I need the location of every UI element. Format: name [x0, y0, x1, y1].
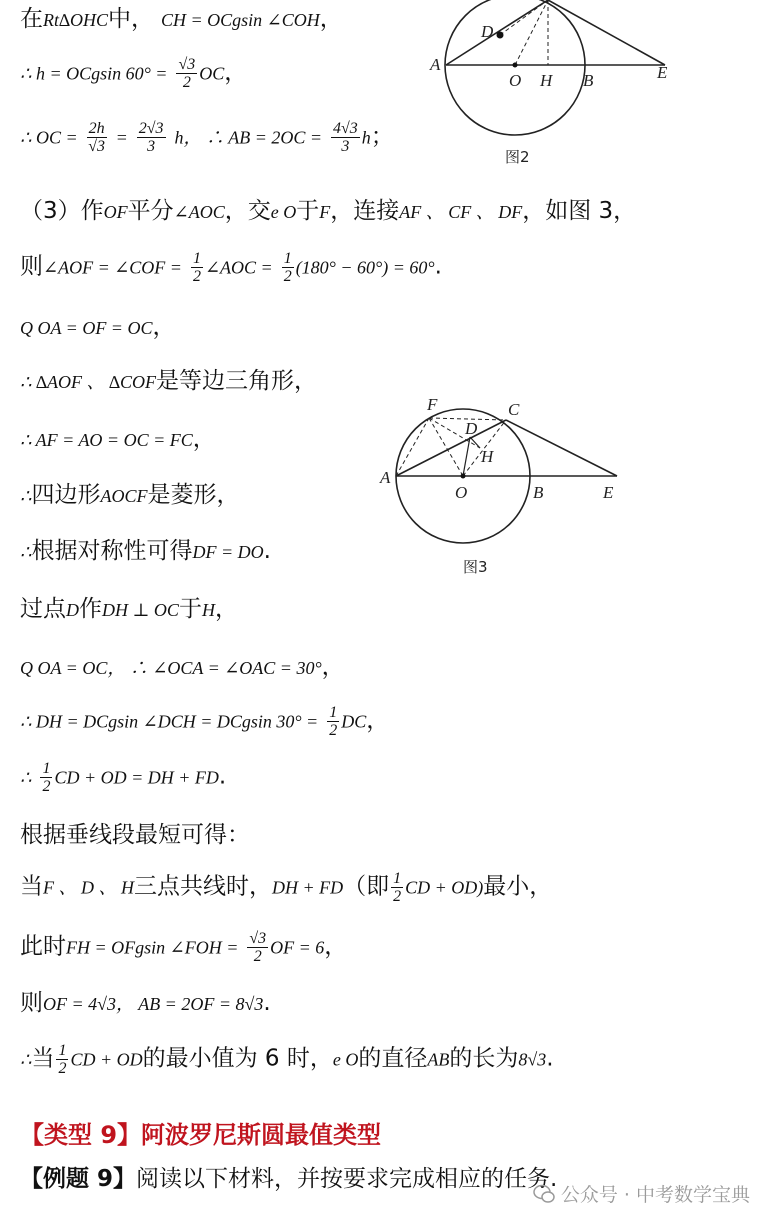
math: H	[201, 600, 215, 620]
line-1	[20, 4, 343, 35]
text: 于	[178, 596, 202, 622]
text: 此时	[20, 933, 66, 960]
fraction: $\frac{1}{2}$	[283, 250, 292, 285]
math: CD + OD	[70, 1049, 143, 1070]
text: ，	[224, 59, 248, 86]
fig2-label-d: D	[481, 22, 494, 41]
line-9	[20, 480, 239, 511]
math: OC	[199, 63, 225, 84]
fig3-label-h: H	[481, 447, 494, 466]
math: DF = DO	[192, 542, 264, 562]
fig3-label-b: B	[533, 483, 544, 502]
text: 当	[31, 1045, 55, 1072]
line-19	[20, 1042, 554, 1077]
math: CH = OCgsin ∠COH	[161, 10, 320, 30]
line-15	[20, 820, 250, 851]
text: 三点共线时，	[134, 873, 272, 900]
math: h	[361, 127, 371, 148]
text: 则	[20, 253, 43, 280]
text: ，	[324, 933, 348, 960]
example-text: 阅读以下材料，并按要求完成相应的任务.	[136, 1166, 558, 1192]
section-heading: 【类型 9】阿波罗尼斯圆最值类型	[20, 1121, 382, 1149]
fig3-label-e: E	[603, 483, 614, 502]
text: 在	[20, 6, 43, 32]
math: ∴ ∆AOF 、 ∆COF	[20, 372, 156, 392]
text: .	[263, 990, 271, 1016]
text: （3）作	[20, 198, 104, 224]
text: ，	[192, 426, 216, 452]
text: .	[218, 763, 227, 790]
math: AOCF	[100, 486, 148, 506]
figure-2	[425, 0, 685, 170]
fraction: $\frac{2h}{√3}$	[88, 120, 105, 155]
text: ，	[214, 596, 238, 622]
fig2-caption: 图2	[505, 148, 530, 166]
fraction: $\frac{1}{2}$	[192, 250, 201, 285]
line-10	[20, 536, 271, 567]
line-17	[20, 930, 347, 965]
text: 中，	[108, 6, 155, 32]
fraction: $\frac{1}{2}$	[58, 1042, 67, 1077]
math: OF = 6	[270, 937, 325, 958]
fig3-caption: 图3	[463, 558, 488, 576]
text: .	[434, 253, 442, 280]
fraction: $\frac{1}{2}$	[42, 760, 51, 795]
fraction: $\frac{2√3}{3}$	[138, 120, 164, 155]
fig3-label-d: D	[465, 419, 478, 438]
math: e O	[332, 1049, 359, 1070]
line-6	[20, 312, 175, 343]
text: ，	[152, 314, 176, 340]
math: FH = OFgsin ∠FOH =	[66, 937, 239, 958]
line-14	[20, 760, 226, 795]
fraction: $\frac{√3}{2}$	[249, 930, 267, 965]
example-line	[20, 1160, 557, 1193]
text: .	[263, 538, 271, 564]
math: DH ⊥ OC	[102, 600, 179, 620]
fig3-label-c: C	[508, 400, 520, 419]
line-12	[20, 652, 345, 683]
fraction: $\frac{1}{2}$	[393, 870, 402, 905]
text: ，交	[224, 198, 271, 224]
fraction: $\frac{1}{2}$	[329, 704, 338, 739]
math: ∴ DH = DCgsin ∠DCH = DCgsin 30° =	[20, 711, 319, 732]
math: DH + FD	[272, 877, 344, 898]
math: AF 、 CF 、 DF	[399, 202, 523, 222]
line-13	[20, 704, 389, 739]
math: OF = 4√3， AB = 2OF = 8√3	[43, 994, 264, 1014]
figure-3	[375, 390, 635, 580]
text: 的直径	[358, 1045, 428, 1072]
math: DC	[341, 711, 367, 732]
text: 作	[79, 596, 102, 622]
math: ∴ h = OCgsin 60° =	[20, 63, 168, 84]
text: 是菱形，	[147, 482, 240, 508]
fraction: $\frac{4√3}{3}$	[333, 120, 358, 155]
watermark	[533, 1180, 750, 1207]
text: 最小，	[483, 873, 553, 900]
text: 当	[20, 873, 43, 900]
text: ；	[370, 123, 394, 150]
math: D	[66, 600, 79, 620]
text: 平分	[127, 198, 174, 224]
fig2-label-o: O	[509, 71, 522, 90]
math: CD + OD = DH + FD	[54, 767, 219, 788]
math: ∠AOC	[173, 202, 225, 222]
math: ∴	[20, 542, 32, 562]
math: F	[319, 202, 331, 222]
math: =	[115, 127, 128, 148]
fig3-label-f: F	[427, 395, 438, 414]
text: 根据垂线段最短可得：	[20, 822, 250, 848]
fig2-label-h: H	[540, 71, 553, 90]
math: OF	[103, 202, 128, 222]
line-16	[20, 870, 552, 905]
line-11	[20, 594, 238, 625]
text: ，	[366, 707, 390, 734]
figure-2-diagram	[425, 0, 685, 170]
line-2	[20, 56, 247, 91]
math: F 、 D 、 H	[43, 877, 134, 898]
fig3-label-a: A	[380, 468, 391, 487]
text: ，连接	[330, 198, 400, 224]
text: ，	[321, 654, 345, 680]
line-4	[20, 196, 636, 227]
wechat-icon	[533, 1184, 555, 1204]
fig3-label-o: O	[455, 483, 468, 502]
line-18	[20, 988, 271, 1019]
line-5	[20, 250, 442, 285]
watermark-text: 公众号 · 中考数学宝典	[560, 1184, 750, 1206]
fig2-label-e: E	[657, 63, 668, 82]
text: 是等边三角形，	[155, 368, 317, 394]
line-8	[20, 424, 216, 455]
math: CD + OD)	[405, 877, 484, 898]
figure-3-diagram	[375, 390, 635, 580]
text: 则	[20, 990, 43, 1016]
text: ，如图 3，	[522, 198, 637, 224]
math: (180° − 60°) = 60°	[295, 257, 435, 278]
math: ∠AOF = ∠COF =	[43, 257, 182, 278]
math: ∴	[20, 486, 32, 506]
line-7	[20, 366, 317, 397]
text: 的最小值为 6 时，	[142, 1045, 333, 1072]
math: Q OA = OC， ∴ ∠OCA = ∠OAC = 30°	[20, 658, 322, 678]
math: ∴	[20, 1049, 32, 1070]
text: ，	[319, 6, 343, 32]
example-label: 【例题 9】	[20, 1166, 137, 1192]
math: Q OA = OF = OC	[20, 318, 153, 338]
text: （即	[343, 873, 390, 900]
math: e O	[270, 202, 297, 222]
math: ∴	[20, 767, 32, 788]
math: 8√3	[518, 1049, 547, 1070]
fig2-label-a: A	[430, 55, 441, 74]
text: 四边形	[31, 482, 101, 508]
math: h， ∴ AB = 2OC =	[174, 127, 323, 148]
text: .	[546, 1045, 554, 1072]
text: 的长为	[449, 1045, 519, 1072]
math: ∠AOC =	[204, 257, 273, 278]
math: ∴ AF = AO = OC = FC	[20, 430, 193, 450]
math: AB	[427, 1049, 450, 1070]
fraction: $\frac{√3}{2}$	[178, 56, 196, 91]
line-3	[20, 120, 394, 155]
text: 根据对称性可得	[31, 538, 193, 564]
text: 于	[296, 198, 320, 224]
fig2-label-b: B	[583, 71, 594, 90]
math: ∴ OC =	[20, 127, 78, 148]
math: Rt∆OHC	[43, 10, 109, 30]
text: 过点	[20, 596, 66, 622]
